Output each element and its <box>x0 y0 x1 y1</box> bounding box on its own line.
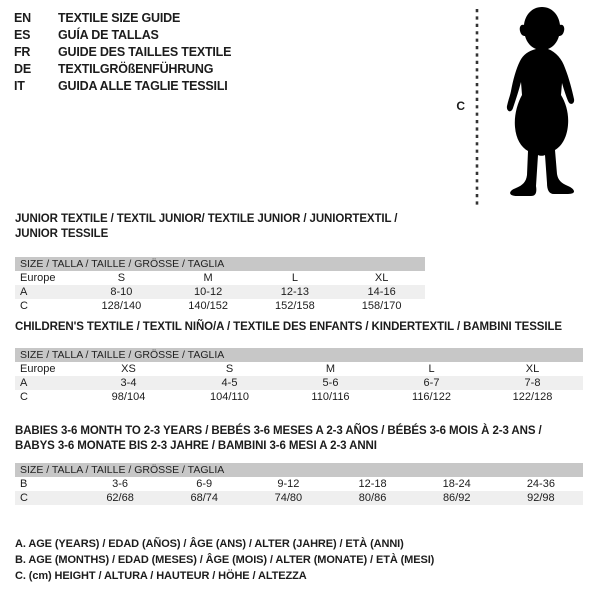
value-cell: 5-6 <box>322 377 339 389</box>
size-table <box>15 362 583 404</box>
row-label-cell: C <box>20 492 28 504</box>
table-title <box>15 424 583 454</box>
value-cell: 7-8 <box>524 377 541 389</box>
language-row <box>14 44 231 61</box>
row-label-cell: C <box>20 300 28 312</box>
table-row <box>15 271 425 285</box>
row-label-cell: C <box>20 391 28 403</box>
value-cell: 3-6 <box>112 478 129 490</box>
row-label-cell: A <box>20 286 28 298</box>
row-label-cell: Europe <box>20 363 56 375</box>
table-title-line: BABIES 3-6 MONTH TO 2-3 YEARS / BEBÉS 3-6 MESES A 2-3 AÑOS / BÉBÉS 3-6 MOIS À 2-3 ANS / <box>15 425 542 437</box>
value-cell: 62/68 <box>106 492 134 504</box>
language-code: ES <box>14 28 31 42</box>
table-row <box>15 285 425 299</box>
language-title: GUIDE DES TAILLES TEXTILE <box>58 45 232 59</box>
row-label-cell: Europe <box>20 272 56 284</box>
children-textile-section <box>15 320 583 404</box>
value-cell: XL <box>374 272 389 284</box>
table-row <box>15 477 583 491</box>
value-cell: 158/170 <box>361 300 402 312</box>
size-table <box>15 271 425 313</box>
value-cell: 18-24 <box>442 478 471 490</box>
value-cell: 24-36 <box>526 478 555 490</box>
babies-textile-section <box>15 424 583 505</box>
value-cell: 68/74 <box>190 492 218 504</box>
value-cell: M <box>325 363 336 375</box>
language-title: GUIDA ALLE TAGLIE TESSILI <box>58 79 228 93</box>
language-title: GUÍA DE TALLAS <box>58 28 159 42</box>
footnote: A. AGE (YEARS) / EDAD (AÑOS) / ÂGE (ANS) / ALTER (JAHRE) / ETÀ (ANNI) <box>15 538 404 550</box>
value-cell: 4-5 <box>221 377 238 389</box>
table-row <box>15 390 583 404</box>
value-cell: 98/104 <box>111 391 146 403</box>
table-title <box>15 320 583 335</box>
value-cell: 14-16 <box>367 286 396 298</box>
baby-silhouette-icon <box>470 6 592 206</box>
language-title: TEXTILE SIZE GUIDE <box>58 11 181 25</box>
value-cell: 10-12 <box>194 286 223 298</box>
value-cell: L <box>428 363 435 375</box>
table-title <box>15 212 425 242</box>
value-cell: L <box>291 272 298 284</box>
language-row <box>14 78 231 95</box>
height-label-c: C <box>456 99 465 113</box>
value-cell: 110/116 <box>311 391 350 403</box>
baby-height-figure <box>456 6 592 206</box>
value-cell: XS <box>121 363 136 375</box>
language-row <box>14 27 231 44</box>
value-cell: 12-18 <box>358 478 387 490</box>
value-cell: 116/122 <box>412 391 451 403</box>
table-title-line: CHILDREN'S TEXTILE / TEXTIL NIÑO/A / TEXTILE DES ENFANTS / KINDERTEXTIL / BAMBINI TESSILE <box>15 321 562 333</box>
language-code: EN <box>14 11 31 25</box>
language-title-list <box>14 10 231 95</box>
size-table <box>15 477 583 505</box>
size-header-bar: SIZE / TALLA / TAILLE / GRÖSSE / TAGLIA <box>15 257 425 271</box>
value-cell: S <box>225 363 234 375</box>
table-row <box>15 362 583 376</box>
footnote: B. AGE (MONTHS) / EDAD (MESES) / ÂGE (MOIS) / ALTER (MONATE) / ETÀ (MESI) <box>15 554 435 566</box>
language-row <box>14 10 231 27</box>
value-cell: 104/110 <box>210 391 249 403</box>
value-cell: S <box>117 272 126 284</box>
table-title-line: BABYS 3-6 MONATE BIS 2-3 JAHRE / BAMBINI 3-6 MESI A 2-3 ANNI <box>15 440 377 452</box>
junior-textile-section <box>15 212 425 313</box>
language-title: TEXTILGRÖßENFÜHRUNG <box>58 62 214 76</box>
value-cell: 92/98 <box>527 492 555 504</box>
value-cell: M <box>203 272 213 284</box>
value-cell: 3-4 <box>120 377 137 389</box>
table-row <box>15 299 425 313</box>
value-cell: 128/140 <box>101 300 142 312</box>
row-label-cell: A <box>20 377 28 389</box>
table-row <box>15 491 583 505</box>
value-cell: 122/128 <box>512 391 553 403</box>
row-label-cell: B <box>20 478 28 490</box>
value-cell: 152/158 <box>274 300 315 312</box>
value-cell: 9-12 <box>277 478 300 490</box>
footnote: C. (cm) HEIGHT / ALTURA / HAUTEUR / HÖHE / ALTEZZA <box>15 570 307 582</box>
size-header-bar: SIZE / TALLA / TAILLE / GRÖSSE / TAGLIA <box>15 463 583 477</box>
value-cell: 140/152 <box>188 300 228 312</box>
footnote-list <box>15 536 434 584</box>
table-title-line: JUNIOR TEXTILE / TEXTIL JUNIOR/ TEXTILE JUNIOR / JUNIORTEXTIL / JUNIOR TESSILE <box>15 213 398 240</box>
language-code: FR <box>14 45 31 59</box>
table-row <box>15 376 583 390</box>
value-cell: 6-9 <box>196 478 213 490</box>
language-code: IT <box>14 79 25 93</box>
value-cell: 74/80 <box>274 492 303 504</box>
value-cell: 8-10 <box>110 286 133 298</box>
language-row <box>14 61 231 78</box>
value-cell: 12-13 <box>280 286 309 298</box>
value-cell: 80/86 <box>358 492 387 504</box>
value-cell: XL <box>525 363 540 375</box>
size-header-bar: SIZE / TALLA / TAILLE / GRÖSSE / TAGLIA <box>15 348 583 362</box>
value-cell: 6-7 <box>423 377 440 389</box>
value-cell: 86/92 <box>442 492 471 504</box>
language-code: DE <box>14 62 31 76</box>
